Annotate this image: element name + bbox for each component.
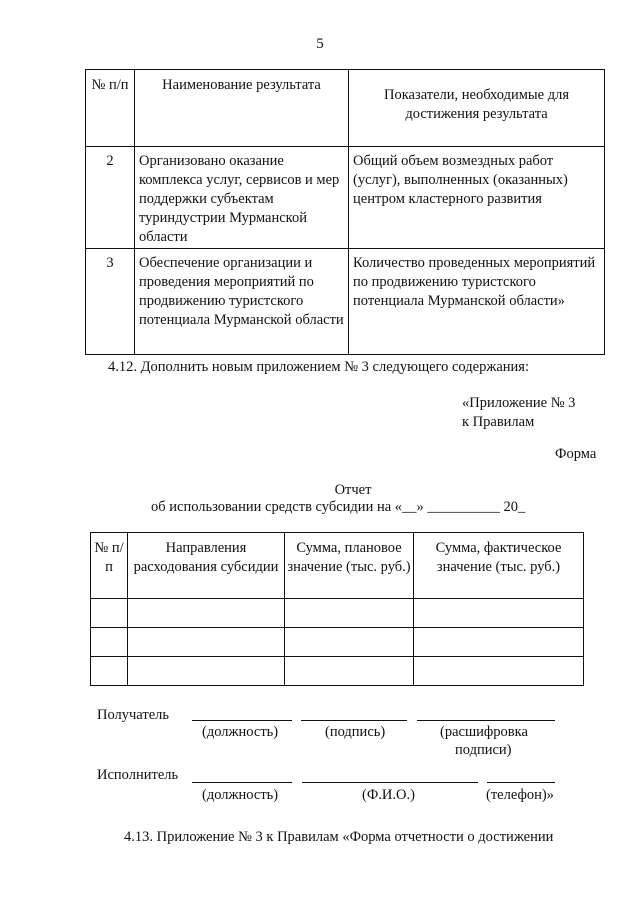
executor-position-line [192, 782, 292, 783]
table-header-row [86, 70, 605, 147]
executor-name-line [302, 782, 478, 783]
header-indicators: Показатели, необходимые для достижения результата [349, 70, 605, 147]
row-number: 3 [86, 249, 135, 355]
paragraph-4-13: 4.13. Приложение № 3 к Правилам «Форма отчетности о достижении [124, 829, 554, 845]
recipient-signature-line [301, 720, 407, 721]
paragraph-4-12: 4.12. Дополнить новым приложением № 3 следующего содержания: [108, 359, 530, 375]
table-header-row [91, 533, 584, 599]
executor-label: Исполнитель [97, 767, 179, 783]
header-number: № п/п [86, 70, 135, 147]
appendix-heading: «Приложение № 3 [462, 395, 576, 411]
header-number: № п/п [91, 533, 128, 599]
results-table [85, 69, 605, 355]
recipient-name-line [417, 720, 555, 721]
recipient-position-line [192, 720, 292, 721]
table-row [91, 657, 584, 686]
appendix-rules: к Правилам [462, 414, 535, 430]
recipient-name-caption: (расшифровка [440, 724, 528, 740]
header-planned-sum: Сумма, плановое значение (тыс. руб.) [285, 533, 414, 599]
recipient-label: Получатель [97, 707, 169, 723]
table-row [91, 628, 584, 657]
executor-position-caption: (должность) [202, 787, 279, 803]
page-number: 5 [316, 36, 324, 52]
table-row [86, 249, 605, 355]
executor-phone-caption: (телефон)» [486, 787, 554, 803]
report-subtitle: об использовании средств субсидии на «__» __________ 20_ [151, 499, 526, 515]
report-title: Отчет [334, 482, 372, 498]
table-row [86, 147, 605, 249]
report-table [90, 532, 584, 686]
header-result-name: Наименование результата [135, 70, 349, 147]
row-indicator: Количество проведенных мероприятий по продвижению туристского потенциала Мурманской области» [349, 249, 605, 355]
row-result-name: Обеспечение организации и проведения мероприятий по продвижению туристского потенциала Мурманской области [135, 249, 349, 355]
row-result-name: Организовано оказание комплекса услуг, сервисов и мер поддержки субъектам туриндустрии Мурманской области [135, 147, 349, 249]
header-directions: Направления расходования субсидии [128, 533, 285, 599]
row-indicator: Общий объем возмездных работ (услуг), выполненных (оказанных) центром кластерного развития [349, 147, 605, 249]
recipient-position-caption: (должность) [202, 724, 279, 740]
executor-name-caption: (Ф.И.О.) [362, 787, 415, 803]
recipient-name-caption-2: подписи) [455, 742, 512, 758]
executor-phone-line [487, 782, 555, 783]
form-label: Форма [555, 446, 597, 462]
recipient-signature-caption: (подпись) [325, 724, 386, 740]
table-row [91, 599, 584, 628]
header-actual-sum: Сумма, фактическое значение (тыс. руб.) [414, 533, 584, 599]
row-number: 2 [86, 147, 135, 249]
